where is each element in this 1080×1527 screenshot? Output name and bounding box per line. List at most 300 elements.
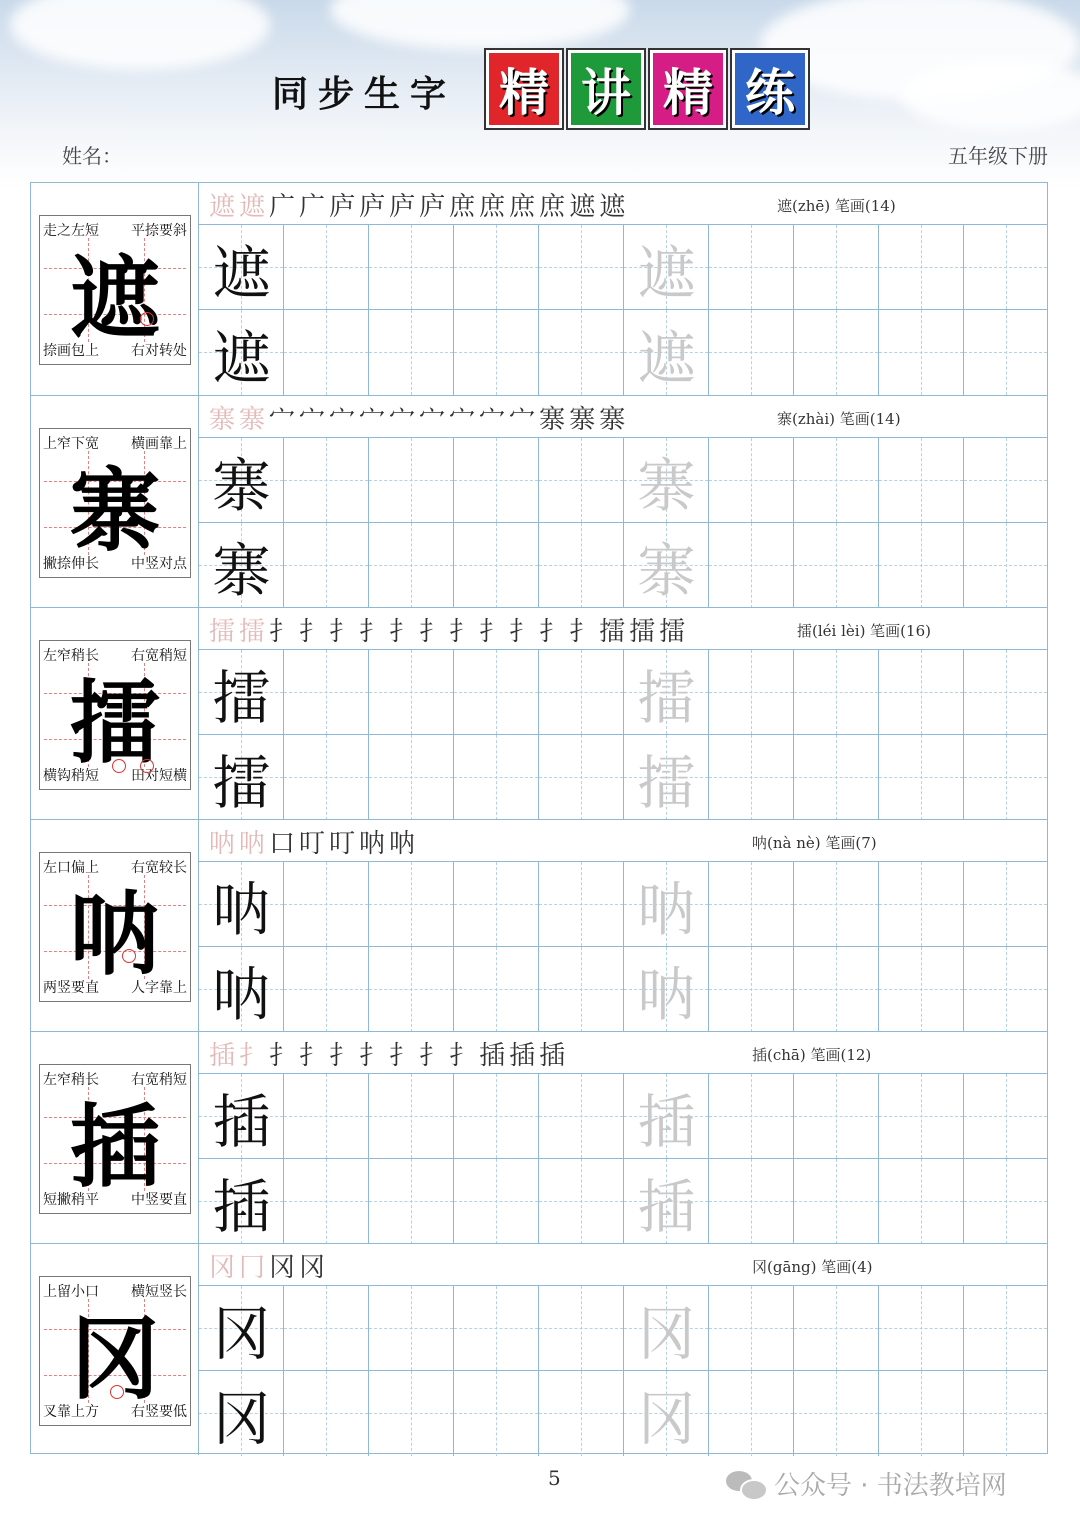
writing-tip: 田对短横	[131, 768, 187, 784]
key-point-circle	[110, 1385, 124, 1399]
stroke-step: 庶	[539, 191, 566, 222]
grid-cell[interactable]	[539, 1159, 624, 1244]
grid-cell[interactable]	[369, 1286, 454, 1371]
stroke-step: 寨	[239, 404, 266, 435]
grid-cell[interactable]	[369, 1159, 454, 1244]
grid-cell[interactable]	[199, 1286, 284, 1371]
stroke-step: 擂	[659, 616, 686, 647]
title-badges	[486, 50, 808, 128]
grid-cell[interactable]	[964, 225, 1047, 310]
reference-card	[39, 640, 191, 790]
grid-cell[interactable]	[284, 310, 369, 395]
grid-cell[interactable]	[624, 1286, 709, 1371]
trace-char: 呐	[637, 960, 696, 1029]
stroke-step: 扌	[389, 616, 416, 647]
stroke-sequence	[209, 1246, 325, 1284]
stroke-step: 扌	[449, 1040, 476, 1071]
reference-column	[31, 396, 199, 607]
writing-tip: 右对转处	[131, 343, 187, 359]
model-char: 插	[212, 1172, 271, 1241]
badge-jing-1: 精	[486, 50, 562, 128]
grid-cell[interactable]	[964, 1159, 1047, 1244]
model-char: 寨	[212, 451, 271, 520]
stroke-step: 扌	[359, 1040, 386, 1071]
stroke-step: 呐	[389, 828, 416, 859]
stroke-step: 遮	[239, 191, 266, 222]
grid-cell[interactable]	[794, 310, 879, 395]
grid-cell[interactable]	[709, 523, 794, 608]
grid-cell[interactable]	[369, 1074, 454, 1159]
trace-char: 呐	[637, 875, 696, 944]
trace-char: 遮	[637, 323, 696, 392]
model-char: 遮	[212, 323, 271, 392]
stroke-step: 广	[269, 191, 296, 222]
badge-jiang: 讲	[568, 50, 644, 128]
grid-cell[interactable]	[284, 438, 369, 523]
char-info: 遮(zhē) 笔画(14)	[777, 197, 896, 215]
key-point-circle	[140, 759, 154, 773]
stroke-step: 扌	[539, 616, 566, 647]
grid-cell[interactable]	[879, 1286, 964, 1371]
grid-cell[interactable]	[369, 310, 454, 395]
practice-grid	[199, 225, 1047, 395]
char-row	[31, 1243, 1047, 1455]
practice-grid	[199, 650, 1047, 820]
grid-cell[interactable]	[284, 1074, 369, 1159]
grid-cell[interactable]	[454, 735, 539, 820]
grid-cell[interactable]	[879, 438, 964, 523]
grid-cell[interactable]	[454, 1286, 539, 1371]
reference-column	[31, 608, 199, 819]
writing-tip: 右宽稍短	[131, 648, 187, 664]
grid-cell[interactable]	[539, 310, 624, 395]
reference-card	[39, 852, 191, 1002]
grid-cell[interactable]	[794, 1286, 879, 1371]
stroke-step: 寨	[569, 404, 596, 435]
grid-cell[interactable]	[199, 1074, 284, 1159]
writing-tip: 捺画包上	[43, 343, 99, 359]
stroke-order-line	[199, 820, 1047, 862]
grid-cell[interactable]	[539, 862, 624, 947]
reference-char: 擂	[70, 670, 160, 776]
stroke-step: 扌	[269, 616, 296, 647]
watermark	[726, 1465, 1007, 1502]
grid-cell[interactable]	[539, 523, 624, 608]
writing-tip: 撇捺伸长	[43, 556, 99, 572]
stroke-step: 扌	[299, 1040, 326, 1071]
grid-cell[interactable]	[879, 1074, 964, 1159]
grid-cell[interactable]	[794, 947, 879, 1032]
grid-cell[interactable]	[964, 1074, 1047, 1159]
key-point-circle	[140, 312, 154, 326]
trace-char: 冈	[637, 1299, 696, 1368]
practice-area	[199, 183, 1047, 395]
stroke-step: 呐	[239, 828, 266, 859]
practice-grid	[199, 1074, 1047, 1244]
grid-cell[interactable]	[624, 438, 709, 523]
writing-tip: 左窄稍长	[43, 1072, 99, 1088]
grid-cell[interactable]	[284, 225, 369, 310]
stroke-step: 扌	[509, 616, 536, 647]
grid-cell[interactable]	[539, 735, 624, 820]
page-title: 同步生字	[272, 73, 457, 115]
grid-cell[interactable]	[284, 1286, 369, 1371]
practice-sheet	[30, 182, 1048, 1454]
model-char: 擂	[212, 748, 271, 817]
reference-char: 遮	[70, 245, 160, 351]
practice-area	[199, 820, 1047, 1031]
practice-area	[199, 608, 1047, 819]
stroke-step: 插	[479, 1040, 506, 1071]
stroke-step: 寨	[539, 404, 566, 435]
writing-tip: 上留小口	[43, 1284, 99, 1300]
stroke-step: 扌	[449, 616, 476, 647]
stroke-step: 扌	[419, 616, 446, 647]
practice-grid	[199, 1286, 1047, 1456]
reference-column	[31, 183, 199, 395]
grid-cell[interactable]	[369, 947, 454, 1032]
writing-tip: 人字靠上	[131, 980, 187, 996]
grid-cell[interactable]	[624, 1074, 709, 1159]
grid-cell[interactable]	[284, 1159, 369, 1244]
badge-jing-2: 精	[650, 50, 726, 128]
trace-char: 插	[637, 1087, 696, 1156]
grid-cell[interactable]	[199, 862, 284, 947]
grid-cell[interactable]	[284, 735, 369, 820]
grid-cell[interactable]	[964, 862, 1047, 947]
grid-cell[interactable]	[454, 862, 539, 947]
grid-cell[interactable]	[964, 310, 1047, 395]
model-char: 冈	[212, 1384, 271, 1453]
writing-tip: 上窄下宽	[43, 436, 99, 452]
writing-tip: 两竖要直	[43, 980, 99, 996]
stroke-step: 宀	[329, 404, 356, 435]
stroke-step: 擂	[599, 616, 626, 647]
grid-cell[interactable]	[624, 1371, 709, 1456]
stroke-sequence	[209, 822, 415, 860]
char-row	[31, 1031, 1047, 1243]
grid-cell[interactable]	[709, 310, 794, 395]
trace-char: 擂	[637, 748, 696, 817]
grid-cell[interactable]	[539, 438, 624, 523]
stroke-order-line	[199, 183, 1047, 225]
practice-area	[199, 1244, 1047, 1455]
stroke-order-line	[199, 1032, 1047, 1074]
trace-char: 冈	[637, 1384, 696, 1453]
grid-cell[interactable]	[454, 1159, 539, 1244]
stroke-step: 扌	[299, 616, 326, 647]
stroke-step: 宀	[359, 404, 386, 435]
stroke-step: 寨	[599, 404, 626, 435]
reference-column	[31, 1032, 199, 1243]
grid-cell[interactable]	[624, 523, 709, 608]
stroke-step: 宀	[299, 404, 326, 435]
grid-cell[interactable]	[199, 947, 284, 1032]
model-char: 擂	[212, 663, 271, 732]
grid-cell[interactable]	[964, 438, 1047, 523]
stroke-step: 扌	[329, 616, 356, 647]
reference-char: 插	[70, 1094, 160, 1200]
grid-cell[interactable]	[284, 862, 369, 947]
grid-cell[interactable]	[709, 1286, 794, 1371]
writing-tip: 叉靠上方	[43, 1404, 99, 1420]
stroke-step: 宀	[269, 404, 296, 435]
grid-cell[interactable]	[879, 947, 964, 1032]
grid-cell[interactable]	[369, 650, 454, 735]
key-point-circle	[122, 949, 136, 963]
trace-char: 插	[637, 1172, 696, 1241]
stroke-step: 宀	[449, 404, 476, 435]
key-point-circle	[112, 759, 126, 773]
grid-cell[interactable]	[284, 650, 369, 735]
stroke-step: 寨	[209, 404, 236, 435]
grid-cell[interactable]	[369, 523, 454, 608]
grid-cell[interactable]	[964, 1371, 1047, 1456]
grid-cell[interactable]	[199, 225, 284, 310]
stroke-step: 庐	[359, 191, 386, 222]
stroke-step: 遮	[209, 191, 236, 222]
stroke-order-line	[199, 1244, 1047, 1286]
reference-card	[39, 1064, 191, 1214]
grid-cell[interactable]	[369, 1371, 454, 1456]
stroke-step: 遮	[569, 191, 596, 222]
stroke-step: 扌	[419, 1040, 446, 1071]
grid-cell[interactable]	[794, 1371, 879, 1456]
grid-cell[interactable]	[709, 650, 794, 735]
stroke-step: 冂	[239, 1252, 266, 1283]
grid-cell[interactable]	[199, 1371, 284, 1456]
grid-cell[interactable]	[539, 947, 624, 1032]
grid-cell[interactable]	[879, 650, 964, 735]
reference-char: 呐	[70, 882, 160, 988]
trace-char: 遮	[637, 238, 696, 307]
stroke-step: 呐	[359, 828, 386, 859]
grade-label: 五年级下册	[948, 144, 1048, 168]
grid-cell[interactable]	[454, 523, 539, 608]
grid-cell[interactable]	[879, 735, 964, 820]
writing-tip: 右宽稍短	[131, 1072, 187, 1088]
grid-cell[interactable]	[794, 438, 879, 523]
stroke-sequence	[209, 1034, 565, 1072]
writing-tip: 走之左短	[43, 223, 99, 239]
grid-cell[interactable]	[709, 947, 794, 1032]
grid-cell[interactable]	[199, 650, 284, 735]
grid-cell[interactable]	[794, 1159, 879, 1244]
grid-cell[interactable]	[964, 650, 1047, 735]
char-info: 呐(nà nè) 笔画(7)	[752, 834, 877, 852]
writing-tip: 左口偏上	[43, 860, 99, 876]
grid-cell[interactable]	[794, 523, 879, 608]
writing-tip: 左窄稍长	[43, 648, 99, 664]
model-char: 呐	[212, 875, 271, 944]
trace-char: 擂	[637, 663, 696, 732]
stroke-step: 呐	[209, 828, 236, 859]
grid-cell[interactable]	[454, 650, 539, 735]
grid-cell[interactable]	[369, 225, 454, 310]
model-char: 遮	[212, 238, 271, 307]
stroke-step: 广	[299, 191, 326, 222]
grid-cell[interactable]	[539, 225, 624, 310]
model-char: 插	[212, 1087, 271, 1156]
grid-cell[interactable]	[624, 947, 709, 1032]
stroke-step: 扌	[239, 1040, 266, 1071]
stroke-step: 扌	[269, 1040, 296, 1071]
grid-cell[interactable]	[199, 1159, 284, 1244]
grid-cell[interactable]	[709, 1074, 794, 1159]
stroke-step: 宀	[389, 404, 416, 435]
grid-cell[interactable]	[624, 310, 709, 395]
grid-cell[interactable]	[709, 438, 794, 523]
reference-char: 寨	[70, 458, 160, 564]
grid-cell[interactable]	[454, 1371, 539, 1456]
grid-cell[interactable]	[199, 523, 284, 608]
stroke-step: 插	[509, 1040, 536, 1071]
grid-cell[interactable]	[284, 523, 369, 608]
grid-cell[interactable]	[369, 735, 454, 820]
stroke-step: 插	[539, 1040, 566, 1071]
grid-cell[interactable]	[794, 1074, 879, 1159]
writing-tip: 横画靠上	[131, 436, 187, 452]
stroke-step: 遮	[599, 191, 626, 222]
grid-cell[interactable]	[624, 862, 709, 947]
grid-cell[interactable]	[539, 1371, 624, 1456]
char-info: 寨(zhài) 笔画(14)	[777, 410, 901, 428]
stroke-step: 庶	[509, 191, 536, 222]
grid-cell[interactable]	[879, 310, 964, 395]
stroke-step: 冈	[269, 1252, 296, 1283]
grid-cell[interactable]	[964, 1286, 1047, 1371]
practice-grid	[199, 862, 1047, 1032]
grid-cell[interactable]	[879, 1371, 964, 1456]
reference-column	[31, 820, 199, 1031]
grid-cell[interactable]	[284, 947, 369, 1032]
grid-cell[interactable]	[199, 438, 284, 523]
watermark-text: 公众号 · 书法教培网	[774, 1471, 1007, 1501]
grid-cell[interactable]	[879, 225, 964, 310]
model-char: 呐	[212, 960, 271, 1029]
grid-cell[interactable]	[454, 1074, 539, 1159]
reference-card	[39, 428, 191, 578]
char-row	[31, 819, 1047, 1031]
char-row	[31, 607, 1047, 819]
stroke-step: 冈	[299, 1252, 326, 1283]
grid-cell[interactable]	[369, 438, 454, 523]
stroke-order-line	[199, 396, 1047, 438]
stroke-step: 扌	[569, 616, 596, 647]
writing-tip: 右竖要低	[131, 1404, 187, 1420]
grid-cell[interactable]	[369, 862, 454, 947]
stroke-sequence	[209, 398, 625, 436]
writing-tip: 中竖对点	[131, 556, 187, 572]
grid-cell[interactable]	[199, 735, 284, 820]
stroke-step: 擂	[209, 616, 236, 647]
stroke-step: 宀	[509, 404, 536, 435]
stroke-step: 庶	[449, 191, 476, 222]
char-info: 插(chā) 笔画(12)	[752, 1046, 872, 1064]
grid-cell[interactable]	[879, 862, 964, 947]
writing-tip: 中竖要直	[131, 1192, 187, 1208]
grid-cell[interactable]	[454, 225, 539, 310]
stroke-step: 宀	[479, 404, 506, 435]
grid-cell[interactable]	[964, 523, 1047, 608]
grid-cell[interactable]	[454, 438, 539, 523]
grid-cell[interactable]	[964, 735, 1047, 820]
char-row	[31, 183, 1047, 395]
stroke-step: 扌	[479, 616, 506, 647]
writing-tip: 横钩稍短	[43, 768, 99, 784]
stroke-step: 宀	[419, 404, 446, 435]
grid-cell[interactable]	[454, 310, 539, 395]
grid-cell[interactable]	[879, 523, 964, 608]
grid-cell[interactable]	[709, 1159, 794, 1244]
grid-cell[interactable]	[624, 225, 709, 310]
writing-tip: 短撇稍平	[43, 1192, 99, 1208]
grid-cell[interactable]	[879, 1159, 964, 1244]
writing-tip: 右宽较长	[131, 860, 187, 876]
writing-tip: 横短竖长	[131, 1284, 187, 1300]
grid-cell[interactable]	[709, 225, 794, 310]
wechat-icon	[726, 1469, 766, 1499]
writing-tip: 平捺要斜	[131, 223, 187, 239]
grid-cell[interactable]	[964, 947, 1047, 1032]
stroke-step: 庐	[389, 191, 416, 222]
char-info: 擂(léi lèi) 笔画(16)	[797, 622, 931, 640]
page-number: 5	[548, 1466, 561, 1490]
practice-grid	[199, 438, 1047, 608]
stroke-step: 口	[269, 828, 296, 859]
grid-cell[interactable]	[794, 735, 879, 820]
reference-card	[39, 215, 191, 365]
grid-cell[interactable]	[284, 1371, 369, 1456]
grid-cell[interactable]	[794, 650, 879, 735]
stroke-step: 叮	[299, 828, 326, 859]
stroke-step: 扌	[389, 1040, 416, 1071]
name-label: 姓名：	[62, 144, 122, 168]
practice-area	[199, 396, 1047, 607]
grid-cell[interactable]	[454, 947, 539, 1032]
grid-cell[interactable]	[624, 650, 709, 735]
grid-cell[interactable]	[794, 225, 879, 310]
reference-card	[39, 1276, 191, 1426]
stroke-step: 叮	[329, 828, 356, 859]
stroke-step: 庶	[479, 191, 506, 222]
model-char: 冈	[212, 1299, 271, 1368]
grid-cell[interactable]	[624, 1159, 709, 1244]
stroke-step: 擂	[629, 616, 656, 647]
stroke-step: 冈	[209, 1252, 236, 1283]
trace-char: 寨	[637, 451, 696, 520]
stroke-order-line	[199, 608, 1047, 650]
stroke-step: 庐	[419, 191, 446, 222]
char-info: 冈(gāng) 笔画(4)	[752, 1258, 873, 1276]
grid-cell[interactable]	[709, 862, 794, 947]
grid-cell[interactable]	[539, 650, 624, 735]
grid-cell[interactable]	[539, 1286, 624, 1371]
badge-lian: 练	[732, 50, 808, 128]
grid-cell[interactable]	[709, 735, 794, 820]
stroke-sequence	[209, 610, 685, 648]
stroke-step: 扌	[329, 1040, 356, 1071]
stroke-step: 庐	[329, 191, 356, 222]
grid-cell[interactable]	[199, 310, 284, 395]
trace-char: 寨	[637, 536, 696, 605]
grid-cell[interactable]	[709, 1371, 794, 1456]
grid-cell[interactable]	[624, 735, 709, 820]
reference-column	[31, 1244, 199, 1455]
grid-cell[interactable]	[794, 862, 879, 947]
stroke-step: 扌	[359, 616, 386, 647]
grid-cell[interactable]	[539, 1074, 624, 1159]
